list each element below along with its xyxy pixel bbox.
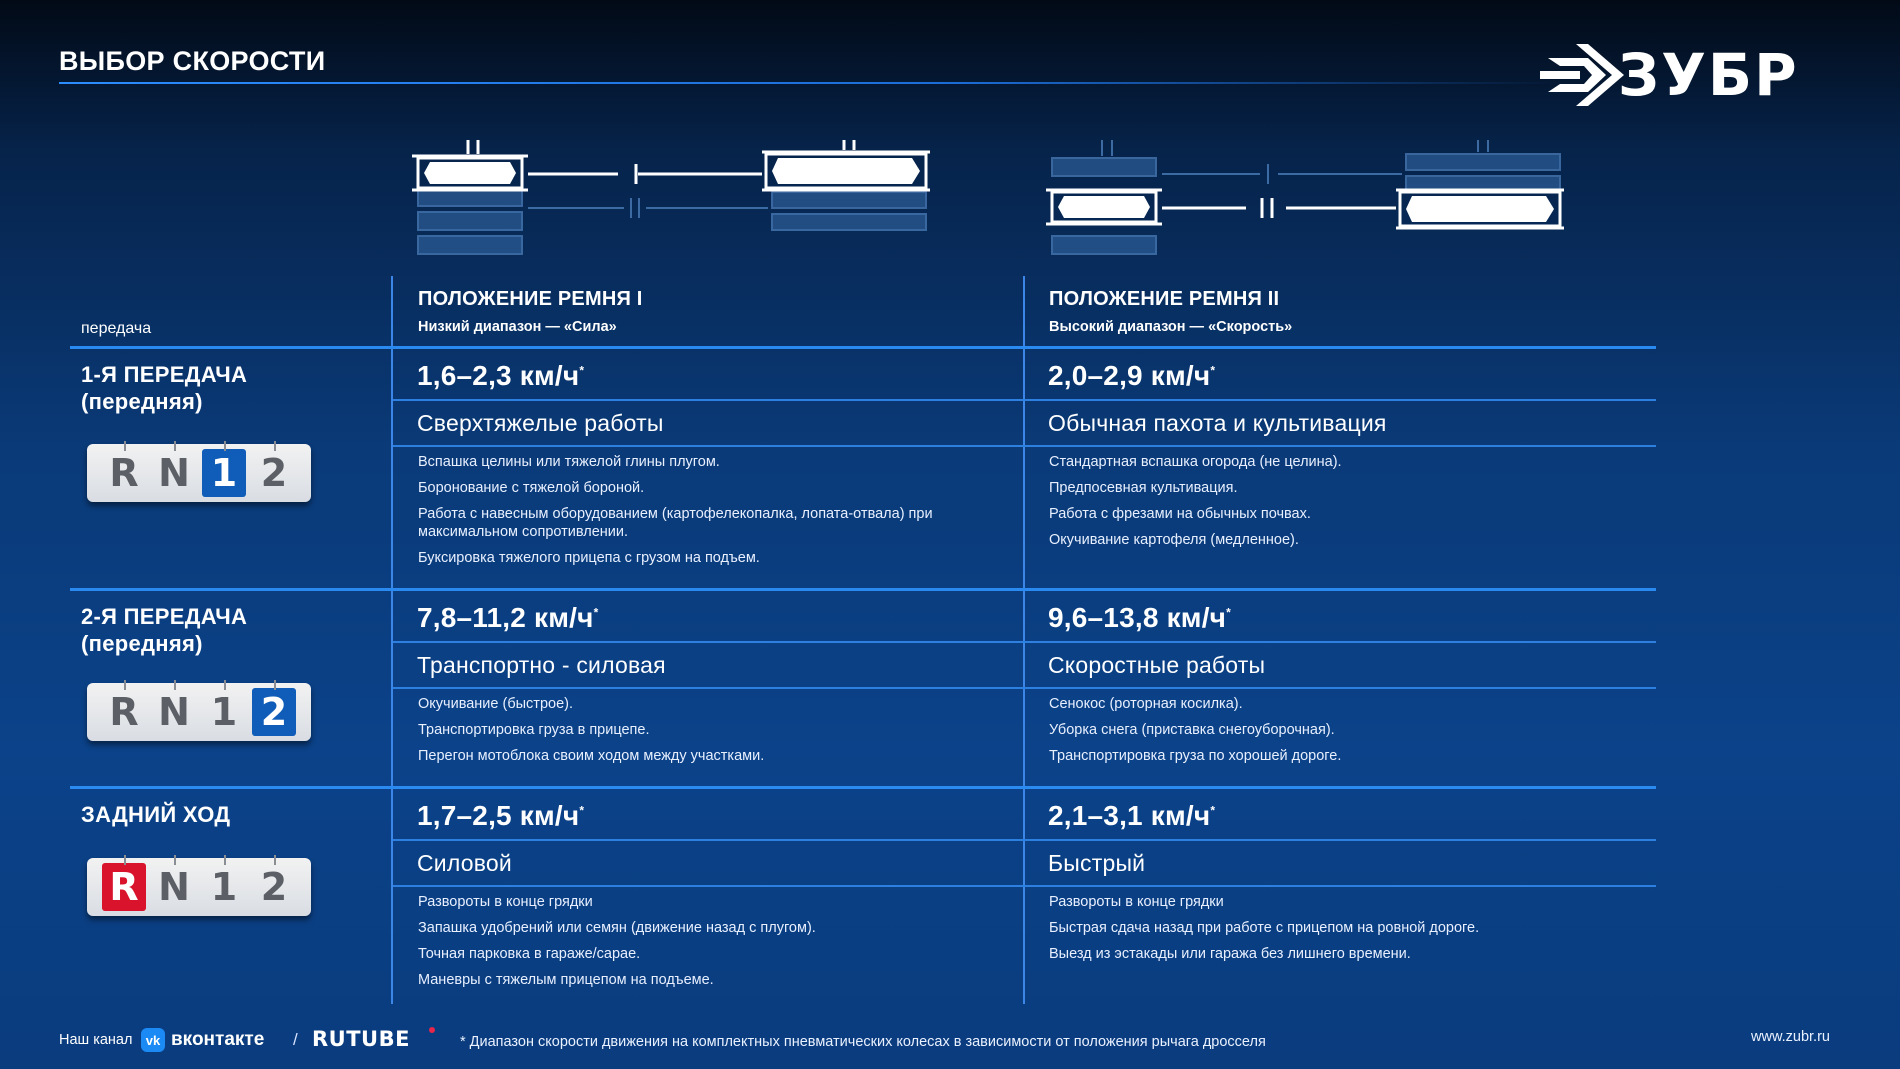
footnote-mark: *: [1210, 803, 1216, 818]
list-item: Вспашка целины или тяжелой глины плугом.: [418, 454, 720, 470]
belt-diagram-position-2: [1046, 138, 1566, 268]
cell-divider: [393, 445, 1656, 447]
cell-divider: [393, 839, 1656, 841]
list-item: Развороты в конце грядки: [1049, 894, 1224, 910]
work-list: [418, 893, 978, 997]
list-item: Стандартная вспашка огорода (не целина).: [1049, 454, 1342, 470]
vk-label: вконтакте: [171, 1029, 265, 1050]
vk-icon: vk: [141, 1028, 165, 1052]
gear-label-line2: (передняя): [81, 631, 203, 656]
row-divider: [70, 588, 1656, 591]
column-subtitle: Высокий диапазон — «Скорость»: [1049, 319, 1293, 335]
column-divider: [1023, 276, 1025, 1004]
speed-value: 9,6–13,8 км/ч: [1048, 602, 1227, 633]
shifter-position-2: 2: [252, 449, 296, 497]
gear-shifter-reverse: [87, 858, 311, 916]
footnote: * Диапазон скорости движения на комплектных пневматических колесах в зависимости от положения рычага дросселя: [460, 1034, 1266, 1050]
speed-value: 7,8–11,2 км/ч: [417, 602, 594, 633]
gear-label-line1: ЗАДНИЙ ХОД: [81, 802, 231, 827]
shifter-position-r: R: [102, 688, 146, 736]
rutube-link[interactable]: RUTUBE: [312, 1027, 410, 1051]
gear-label-line2: (передняя): [81, 389, 203, 414]
work-list: [1049, 453, 1609, 557]
shifter-position-r-active: R: [102, 863, 146, 911]
list-item: Выезд из эстакады или гаража без лишнего времени.: [1049, 946, 1411, 962]
footnote-mark: *: [579, 363, 585, 378]
list-item: Работа с фрезами на обычных почвах.: [1049, 506, 1311, 522]
column-header-belt-1: [418, 288, 643, 335]
work-type: Быстрый: [1048, 850, 1146, 876]
belt-diagram-position-1: [412, 138, 932, 268]
shifter-position-1-active: 1: [202, 449, 246, 497]
gear-label-reverse: [81, 801, 230, 828]
list-item: Маневры с тяжелым прицепом на подъеме.: [418, 972, 714, 988]
cell-divider: [393, 399, 1656, 401]
work-list: [1049, 893, 1649, 971]
gear-label-first: [81, 361, 247, 415]
list-item: Транспортировка груза по хорошей дороге.: [1049, 748, 1342, 764]
list-item: Запашка удобрений или семян (движение назад с плугом).: [418, 920, 816, 936]
list-item: Быстрая сдача назад при работе с прицепом на ровной дороге.: [1049, 920, 1480, 936]
list-item: Боронование с тяжелой бороной.: [418, 480, 645, 496]
website-link[interactable]: www.zubr.ru: [1751, 1029, 1830, 1045]
rutube-dot-icon: [429, 1027, 435, 1033]
list-item: Окучивание картофеля (медленное).: [1049, 532, 1299, 548]
gear-label-line1: 1-Я ПЕРЕДАЧА: [81, 362, 248, 387]
cell-divider: [393, 885, 1656, 887]
speed-value: 1,7–2,5 км/ч: [417, 800, 580, 831]
list-item: Работа с навесным оборудованием (картофелекопалка, лопата-отвала) при максимальном сопротивлении.: [418, 506, 933, 540]
speed-range: [417, 800, 584, 832]
footnote-mark: *: [1226, 605, 1232, 620]
work-list: [1049, 695, 1609, 773]
work-type: Скоростные работы: [1048, 652, 1266, 678]
gear-column-label: передача: [81, 320, 152, 337]
gear-shifter-second: [87, 683, 311, 741]
shifter-position-n: N: [152, 863, 196, 911]
work-list: [418, 453, 978, 575]
gear-label-second: [81, 603, 247, 657]
vk-link[interactable]: [141, 1028, 264, 1052]
work-type: Силовой: [417, 850, 512, 876]
column-title: ПОЛОЖЕНИЕ РЕМНЯ II: [1049, 288, 1280, 310]
shifter-position-r: R: [102, 449, 146, 497]
speed-range: [417, 360, 584, 392]
speed-range: [1048, 602, 1231, 634]
speed-value: 1,6–2,3 км/ч: [417, 360, 580, 391]
shifter-position-1: 1: [202, 688, 246, 736]
list-item: Буксировка тяжелого прицепа с грузом на подъем.: [418, 550, 760, 566]
list-item: Окучивание (быстрое).: [418, 696, 573, 712]
shifter-position-n: N: [152, 688, 196, 736]
footer-channel-label: Наш канал: [59, 1032, 133, 1048]
brand-logo: [1540, 40, 1845, 110]
work-list: [418, 695, 978, 773]
list-item: Предпосевная культивация.: [1049, 480, 1238, 496]
column-subtitle: Низкий диапазон — «Сила»: [418, 319, 617, 335]
gear-label-line1: 2-Я ПЕРЕДАЧА: [81, 604, 248, 629]
speed-range: [1048, 360, 1215, 392]
footnote-mark: *: [593, 605, 599, 620]
footnote-mark: *: [1210, 363, 1216, 378]
row-divider: [70, 346, 1656, 349]
list-item: Уборка снега (приставка снегоуборочная).: [1049, 722, 1335, 738]
list-item: Транспортировка груза в прицепе.: [418, 722, 650, 738]
gear-shifter-first: [87, 444, 311, 502]
shifter-position-2-active: 2: [252, 688, 296, 736]
footnote-mark: *: [579, 803, 585, 818]
footer-separator: /: [293, 1030, 298, 1049]
column-title: ПОЛОЖЕНИЕ РЕМНЯ I: [418, 288, 643, 310]
work-type: Сверхтяжелые работы: [417, 410, 664, 436]
speed-value: 2,1–3,1 км/ч: [1048, 800, 1211, 831]
cell-divider: [393, 687, 1656, 689]
shifter-position-1: 1: [202, 863, 246, 911]
page-title: ВЫБОР СКОРОСТИ: [59, 46, 326, 76]
shifter-position-2: 2: [252, 863, 296, 911]
speed-value: 2,0–2,9 км/ч: [1048, 360, 1211, 391]
column-divider: [391, 276, 393, 1004]
title-underline: [59, 82, 1559, 84]
speed-range: [417, 602, 598, 634]
row-divider: [70, 786, 1656, 789]
column-header-belt-2: [1049, 288, 1292, 335]
list-item: Сенокос (роторная косилка).: [1049, 696, 1243, 712]
list-item: Точная парковка в гараже/сарае.: [418, 946, 641, 962]
speed-range: [1048, 800, 1215, 832]
work-type: Обычная пахота и культивация: [1048, 410, 1387, 436]
list-item: Развороты в конце грядки: [418, 894, 593, 910]
work-type: Транспортно - силовая: [417, 652, 666, 678]
list-item: Перегон мотоблока своим ходом между участками.: [418, 748, 765, 764]
logo-text: ЗУБР: [1618, 41, 1799, 109]
cell-divider: [393, 641, 1656, 643]
shifter-position-n: N: [152, 449, 196, 497]
